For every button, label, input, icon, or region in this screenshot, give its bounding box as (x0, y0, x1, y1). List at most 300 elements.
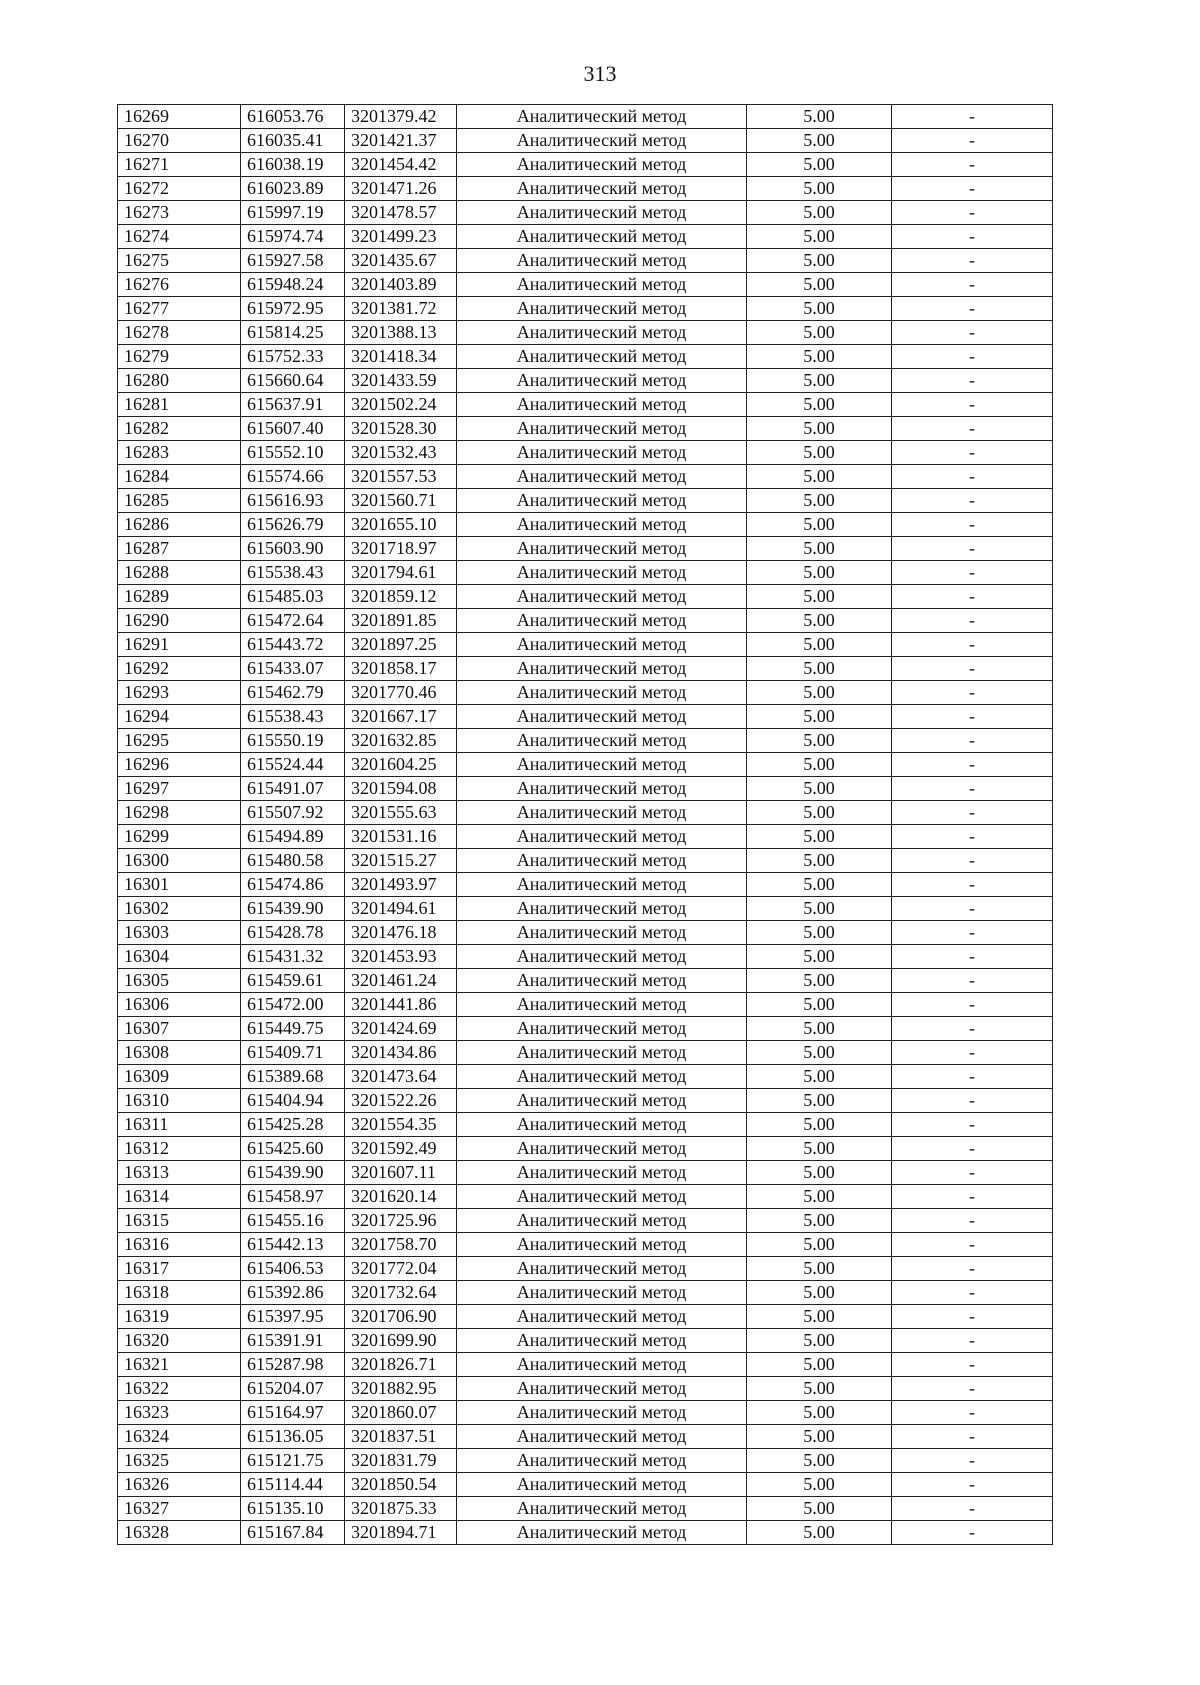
method-cell: Аналитический метод (457, 1233, 747, 1257)
accuracy-cell: 5.00 (747, 729, 892, 753)
y-coordinate-cell: 3201826.71 (345, 1353, 457, 1377)
y-coordinate-cell: 3201891.85 (345, 609, 457, 633)
table-row (118, 465, 1053, 489)
table-row (118, 1209, 1053, 1233)
y-coordinate-cell: 3201607.11 (345, 1161, 457, 1185)
accuracy-cell: 5.00 (747, 705, 892, 729)
table-row (118, 705, 1053, 729)
table-row (118, 729, 1053, 753)
x-coordinate-cell: 615389.68 (241, 1065, 345, 1089)
note-cell: - (892, 1137, 1053, 1161)
y-coordinate-cell: 3201441.86 (345, 993, 457, 1017)
accuracy-cell: 5.00 (747, 153, 892, 177)
y-coordinate-cell: 3201706.90 (345, 1305, 457, 1329)
point-id-cell: 16294 (118, 705, 241, 729)
point-id-cell: 16278 (118, 321, 241, 345)
note-cell: - (892, 201, 1053, 225)
y-coordinate-cell: 3201897.25 (345, 633, 457, 657)
point-id-cell: 16293 (118, 681, 241, 705)
accuracy-cell: 5.00 (747, 657, 892, 681)
table-row (118, 393, 1053, 417)
note-cell: - (892, 1161, 1053, 1185)
y-coordinate-cell: 3201858.17 (345, 657, 457, 681)
point-id-cell: 16299 (118, 825, 241, 849)
note-cell: - (892, 633, 1053, 657)
accuracy-cell: 5.00 (747, 1041, 892, 1065)
x-coordinate-cell: 615391.91 (241, 1329, 345, 1353)
point-id-cell: 16286 (118, 513, 241, 537)
x-coordinate-cell: 616023.89 (241, 177, 345, 201)
accuracy-cell: 5.00 (747, 489, 892, 513)
table-row (118, 1185, 1053, 1209)
x-coordinate-cell: 615552.10 (241, 441, 345, 465)
table-row (118, 657, 1053, 681)
point-id-cell: 16306 (118, 993, 241, 1017)
x-coordinate-cell: 615167.84 (241, 1521, 345, 1545)
y-coordinate-cell: 3201732.64 (345, 1281, 457, 1305)
method-cell: Аналитический метод (457, 1329, 747, 1353)
method-cell: Аналитический метод (457, 1089, 747, 1113)
point-id-cell: 16280 (118, 369, 241, 393)
table-row (118, 1401, 1053, 1425)
note-cell: - (892, 777, 1053, 801)
y-coordinate-cell: 3201594.08 (345, 777, 457, 801)
x-coordinate-cell: 615491.07 (241, 777, 345, 801)
y-coordinate-cell: 3201403.89 (345, 273, 457, 297)
accuracy-cell: 5.00 (747, 1137, 892, 1161)
method-cell: Аналитический метод (457, 873, 747, 897)
note-cell: - (892, 489, 1053, 513)
accuracy-cell: 5.00 (747, 561, 892, 585)
x-coordinate-cell: 615948.24 (241, 273, 345, 297)
table-row (118, 681, 1053, 705)
point-id-cell: 16283 (118, 441, 241, 465)
y-coordinate-cell: 3201655.10 (345, 513, 457, 537)
coordinates-table-container (117, 104, 1052, 1545)
accuracy-cell: 5.00 (747, 1089, 892, 1113)
note-cell: - (892, 105, 1053, 129)
method-cell: Аналитический метод (457, 1017, 747, 1041)
point-id-cell: 16296 (118, 753, 241, 777)
y-coordinate-cell: 3201388.13 (345, 321, 457, 345)
point-id-cell: 16307 (118, 1017, 241, 1041)
note-cell: - (892, 1065, 1053, 1089)
table-row (118, 489, 1053, 513)
note-cell: - (892, 1401, 1053, 1425)
x-coordinate-cell: 615397.95 (241, 1305, 345, 1329)
method-cell: Аналитический метод (457, 609, 747, 633)
table-row (118, 201, 1053, 225)
y-coordinate-cell: 3201894.71 (345, 1521, 457, 1545)
accuracy-cell: 5.00 (747, 297, 892, 321)
note-cell: - (892, 1185, 1053, 1209)
note-cell: - (892, 753, 1053, 777)
table-row (118, 1521, 1053, 1545)
method-cell: Аналитический метод (457, 321, 747, 345)
method-cell: Аналитический метод (457, 633, 747, 657)
table-row (118, 609, 1053, 633)
accuracy-cell: 5.00 (747, 1209, 892, 1233)
table-row (118, 1257, 1053, 1281)
note-cell: - (892, 1113, 1053, 1137)
x-coordinate-cell: 615425.28 (241, 1113, 345, 1137)
y-coordinate-cell: 3201478.57 (345, 201, 457, 225)
table-row (118, 177, 1053, 201)
table-row (118, 513, 1053, 537)
point-id-cell: 16274 (118, 225, 241, 249)
note-cell: - (892, 537, 1053, 561)
y-coordinate-cell: 3201434.86 (345, 1041, 457, 1065)
note-cell: - (892, 825, 1053, 849)
point-id-cell: 16302 (118, 897, 241, 921)
table-row (118, 1137, 1053, 1161)
point-id-cell: 16285 (118, 489, 241, 513)
accuracy-cell: 5.00 (747, 969, 892, 993)
y-coordinate-cell: 3201831.79 (345, 1449, 457, 1473)
note-cell: - (892, 873, 1053, 897)
note-cell: - (892, 1377, 1053, 1401)
y-coordinate-cell: 3201531.16 (345, 825, 457, 849)
method-cell: Аналитический метод (457, 1449, 747, 1473)
note-cell: - (892, 585, 1053, 609)
y-coordinate-cell: 3201667.17 (345, 705, 457, 729)
table-row (118, 1065, 1053, 1089)
point-id-cell: 16323 (118, 1401, 241, 1425)
y-coordinate-cell: 3201837.51 (345, 1425, 457, 1449)
point-id-cell: 16290 (118, 609, 241, 633)
x-coordinate-cell: 615574.66 (241, 465, 345, 489)
x-coordinate-cell: 615607.40 (241, 417, 345, 441)
note-cell: - (892, 1449, 1053, 1473)
accuracy-cell: 5.00 (747, 369, 892, 393)
table-row (118, 1353, 1053, 1377)
method-cell: Аналитический метод (457, 561, 747, 585)
point-id-cell: 16313 (118, 1161, 241, 1185)
x-coordinate-cell: 615974.74 (241, 225, 345, 249)
note-cell: - (892, 849, 1053, 873)
x-coordinate-cell: 615458.97 (241, 1185, 345, 1209)
y-coordinate-cell: 3201381.72 (345, 297, 457, 321)
accuracy-cell: 5.00 (747, 417, 892, 441)
y-coordinate-cell: 3201772.04 (345, 1257, 457, 1281)
point-id-cell: 16308 (118, 1041, 241, 1065)
accuracy-cell: 5.00 (747, 1329, 892, 1353)
x-coordinate-cell: 615538.43 (241, 561, 345, 585)
table-row (118, 1017, 1053, 1041)
y-coordinate-cell: 3201718.97 (345, 537, 457, 561)
x-coordinate-cell: 615439.90 (241, 897, 345, 921)
point-id-cell: 16316 (118, 1233, 241, 1257)
accuracy-cell: 5.00 (747, 1521, 892, 1545)
point-id-cell: 16311 (118, 1113, 241, 1137)
point-id-cell: 16322 (118, 1377, 241, 1401)
x-coordinate-cell: 615449.75 (241, 1017, 345, 1041)
accuracy-cell: 5.00 (747, 1305, 892, 1329)
x-coordinate-cell: 615431.32 (241, 945, 345, 969)
note-cell: - (892, 177, 1053, 201)
accuracy-cell: 5.00 (747, 1233, 892, 1257)
table-row (118, 921, 1053, 945)
y-coordinate-cell: 3201560.71 (345, 489, 457, 513)
table-row (118, 873, 1053, 897)
table-row (118, 225, 1053, 249)
y-coordinate-cell: 3201632.85 (345, 729, 457, 753)
x-coordinate-cell: 615425.60 (241, 1137, 345, 1161)
table-row (118, 561, 1053, 585)
point-id-cell: 16271 (118, 153, 241, 177)
accuracy-cell: 5.00 (747, 393, 892, 417)
x-coordinate-cell: 615660.64 (241, 369, 345, 393)
point-id-cell: 16324 (118, 1425, 241, 1449)
method-cell: Аналитический метод (457, 489, 747, 513)
point-id-cell: 16279 (118, 345, 241, 369)
note-cell: - (892, 969, 1053, 993)
y-coordinate-cell: 3201424.69 (345, 1017, 457, 1041)
accuracy-cell: 5.00 (747, 441, 892, 465)
note-cell: - (892, 153, 1053, 177)
accuracy-cell: 5.00 (747, 993, 892, 1017)
accuracy-cell: 5.00 (747, 1377, 892, 1401)
x-coordinate-cell: 615439.90 (241, 1161, 345, 1185)
note-cell: - (892, 1329, 1053, 1353)
note-cell: - (892, 729, 1053, 753)
accuracy-cell: 5.00 (747, 1161, 892, 1185)
table-row (118, 1161, 1053, 1185)
method-cell: Аналитический метод (457, 273, 747, 297)
point-id-cell: 16319 (118, 1305, 241, 1329)
accuracy-cell: 5.00 (747, 1257, 892, 1281)
method-cell: Аналитический метод (457, 1041, 747, 1065)
y-coordinate-cell: 3201725.96 (345, 1209, 457, 1233)
note-cell: - (892, 249, 1053, 273)
method-cell: Аналитический метод (457, 201, 747, 225)
note-cell: - (892, 801, 1053, 825)
note-cell: - (892, 441, 1053, 465)
accuracy-cell: 5.00 (747, 777, 892, 801)
accuracy-cell: 5.00 (747, 633, 892, 657)
y-coordinate-cell: 3201555.63 (345, 801, 457, 825)
y-coordinate-cell: 3201532.43 (345, 441, 457, 465)
note-cell: - (892, 1305, 1053, 1329)
method-cell: Аналитический метод (457, 537, 747, 561)
note-cell: - (892, 1209, 1053, 1233)
method-cell: Аналитический метод (457, 369, 747, 393)
point-id-cell: 16288 (118, 561, 241, 585)
table-row (118, 1089, 1053, 1113)
method-cell: Аналитический метод (457, 1257, 747, 1281)
method-cell: Аналитический метод (457, 1161, 747, 1185)
y-coordinate-cell: 3201592.49 (345, 1137, 457, 1161)
accuracy-cell: 5.00 (747, 201, 892, 225)
accuracy-cell: 5.00 (747, 1185, 892, 1209)
point-id-cell: 16309 (118, 1065, 241, 1089)
method-cell: Аналитический метод (457, 921, 747, 945)
accuracy-cell: 5.00 (747, 1449, 892, 1473)
point-id-cell: 16315 (118, 1209, 241, 1233)
table-row (118, 897, 1053, 921)
method-cell: Аналитический метод (457, 1401, 747, 1425)
x-coordinate-cell: 615494.89 (241, 825, 345, 849)
x-coordinate-cell: 615443.72 (241, 633, 345, 657)
note-cell: - (892, 1425, 1053, 1449)
method-cell: Аналитический метод (457, 993, 747, 1017)
method-cell: Аналитический метод (457, 441, 747, 465)
accuracy-cell: 5.00 (747, 1497, 892, 1521)
table-row (118, 105, 1053, 129)
point-id-cell: 16289 (118, 585, 241, 609)
y-coordinate-cell: 3201435.67 (345, 249, 457, 273)
y-coordinate-cell: 3201453.93 (345, 945, 457, 969)
y-coordinate-cell: 3201471.26 (345, 177, 457, 201)
table-row (118, 801, 1053, 825)
method-cell: Аналитический метод (457, 729, 747, 753)
note-cell: - (892, 129, 1053, 153)
accuracy-cell: 5.00 (747, 513, 892, 537)
note-cell: - (892, 993, 1053, 1017)
x-coordinate-cell: 615392.86 (241, 1281, 345, 1305)
x-coordinate-cell: 615409.71 (241, 1041, 345, 1065)
y-coordinate-cell: 3201794.61 (345, 561, 457, 585)
note-cell: - (892, 369, 1053, 393)
note-cell: - (892, 921, 1053, 945)
point-id-cell: 16275 (118, 249, 241, 273)
accuracy-cell: 5.00 (747, 105, 892, 129)
method-cell: Аналитический метод (457, 105, 747, 129)
note-cell: - (892, 273, 1053, 297)
x-coordinate-cell: 615480.58 (241, 849, 345, 873)
method-cell: Аналитический метод (457, 705, 747, 729)
accuracy-cell: 5.00 (747, 1353, 892, 1377)
point-id-cell: 16325 (118, 1449, 241, 1473)
x-coordinate-cell: 615603.90 (241, 537, 345, 561)
y-coordinate-cell: 3201557.53 (345, 465, 457, 489)
x-coordinate-cell: 615972.95 (241, 297, 345, 321)
note-cell: - (892, 1521, 1053, 1545)
point-id-cell: 16295 (118, 729, 241, 753)
point-id-cell: 16292 (118, 657, 241, 681)
x-coordinate-cell: 615616.93 (241, 489, 345, 513)
method-cell: Аналитический метод (457, 945, 747, 969)
accuracy-cell: 5.00 (747, 609, 892, 633)
method-cell: Аналитический метод (457, 777, 747, 801)
x-coordinate-cell: 615474.86 (241, 873, 345, 897)
note-cell: - (892, 1017, 1053, 1041)
accuracy-cell: 5.00 (747, 177, 892, 201)
note-cell: - (892, 1089, 1053, 1113)
note-cell: - (892, 1497, 1053, 1521)
y-coordinate-cell: 3201476.18 (345, 921, 457, 945)
point-id-cell: 16291 (118, 633, 241, 657)
note-cell: - (892, 897, 1053, 921)
method-cell: Аналитический метод (457, 897, 747, 921)
table-row (118, 321, 1053, 345)
point-id-cell: 16276 (118, 273, 241, 297)
table-row (118, 585, 1053, 609)
point-id-cell: 16327 (118, 1497, 241, 1521)
note-cell: - (892, 1257, 1053, 1281)
x-coordinate-cell: 615135.10 (241, 1497, 345, 1521)
x-coordinate-cell: 615626.79 (241, 513, 345, 537)
accuracy-cell: 5.00 (747, 1281, 892, 1305)
method-cell: Аналитический метод (457, 129, 747, 153)
y-coordinate-cell: 3201433.59 (345, 369, 457, 393)
table-row (118, 849, 1053, 873)
y-coordinate-cell: 3201860.07 (345, 1401, 457, 1425)
x-coordinate-cell: 615433.07 (241, 657, 345, 681)
note-cell: - (892, 225, 1053, 249)
coordinates-table (117, 104, 1053, 1545)
y-coordinate-cell: 3201421.37 (345, 129, 457, 153)
method-cell: Аналитический метод (457, 1185, 747, 1209)
method-cell: Аналитический метод (457, 1209, 747, 1233)
accuracy-cell: 5.00 (747, 1401, 892, 1425)
x-coordinate-cell: 615287.98 (241, 1353, 345, 1377)
note-cell: - (892, 657, 1053, 681)
point-id-cell: 16270 (118, 129, 241, 153)
table-row (118, 825, 1053, 849)
method-cell: Аналитический метод (457, 969, 747, 993)
x-coordinate-cell: 615406.53 (241, 1257, 345, 1281)
y-coordinate-cell: 3201620.14 (345, 1185, 457, 1209)
note-cell: - (892, 561, 1053, 585)
note-cell: - (892, 1281, 1053, 1305)
y-coordinate-cell: 3201604.25 (345, 753, 457, 777)
note-cell: - (892, 1233, 1053, 1257)
point-id-cell: 16318 (118, 1281, 241, 1305)
point-id-cell: 16297 (118, 777, 241, 801)
accuracy-cell: 5.00 (747, 801, 892, 825)
table-row (118, 945, 1053, 969)
page-number: 313 (583, 61, 617, 86)
note-cell: - (892, 1473, 1053, 1497)
x-coordinate-cell: 615524.44 (241, 753, 345, 777)
x-coordinate-cell: 615404.94 (241, 1089, 345, 1113)
note-cell: - (892, 1353, 1053, 1377)
x-coordinate-cell: 615814.25 (241, 321, 345, 345)
x-coordinate-cell: 615114.44 (241, 1473, 345, 1497)
point-id-cell: 16282 (118, 417, 241, 441)
y-coordinate-cell: 3201758.70 (345, 1233, 457, 1257)
method-cell: Аналитический метод (457, 465, 747, 489)
table-row (118, 1473, 1053, 1497)
x-coordinate-cell: 615428.78 (241, 921, 345, 945)
note-cell: - (892, 321, 1053, 345)
accuracy-cell: 5.00 (747, 129, 892, 153)
point-id-cell: 16272 (118, 177, 241, 201)
table-row (118, 1449, 1053, 1473)
point-id-cell: 16300 (118, 849, 241, 873)
point-id-cell: 16303 (118, 921, 241, 945)
point-id-cell: 16310 (118, 1089, 241, 1113)
note-cell: - (892, 705, 1053, 729)
table-row (118, 297, 1053, 321)
y-coordinate-cell: 3201493.97 (345, 873, 457, 897)
accuracy-cell: 5.00 (747, 1473, 892, 1497)
method-cell: Аналитический метод (457, 849, 747, 873)
y-coordinate-cell: 3201859.12 (345, 585, 457, 609)
point-id-cell: 16312 (118, 1137, 241, 1161)
note-cell: - (892, 681, 1053, 705)
point-id-cell: 16284 (118, 465, 241, 489)
table-row (118, 537, 1053, 561)
accuracy-cell: 5.00 (747, 465, 892, 489)
x-coordinate-cell: 615507.92 (241, 801, 345, 825)
table-row (118, 969, 1053, 993)
x-coordinate-cell: 615637.91 (241, 393, 345, 417)
y-coordinate-cell: 3201454.42 (345, 153, 457, 177)
accuracy-cell: 5.00 (747, 225, 892, 249)
method-cell: Аналитический метод (457, 417, 747, 441)
